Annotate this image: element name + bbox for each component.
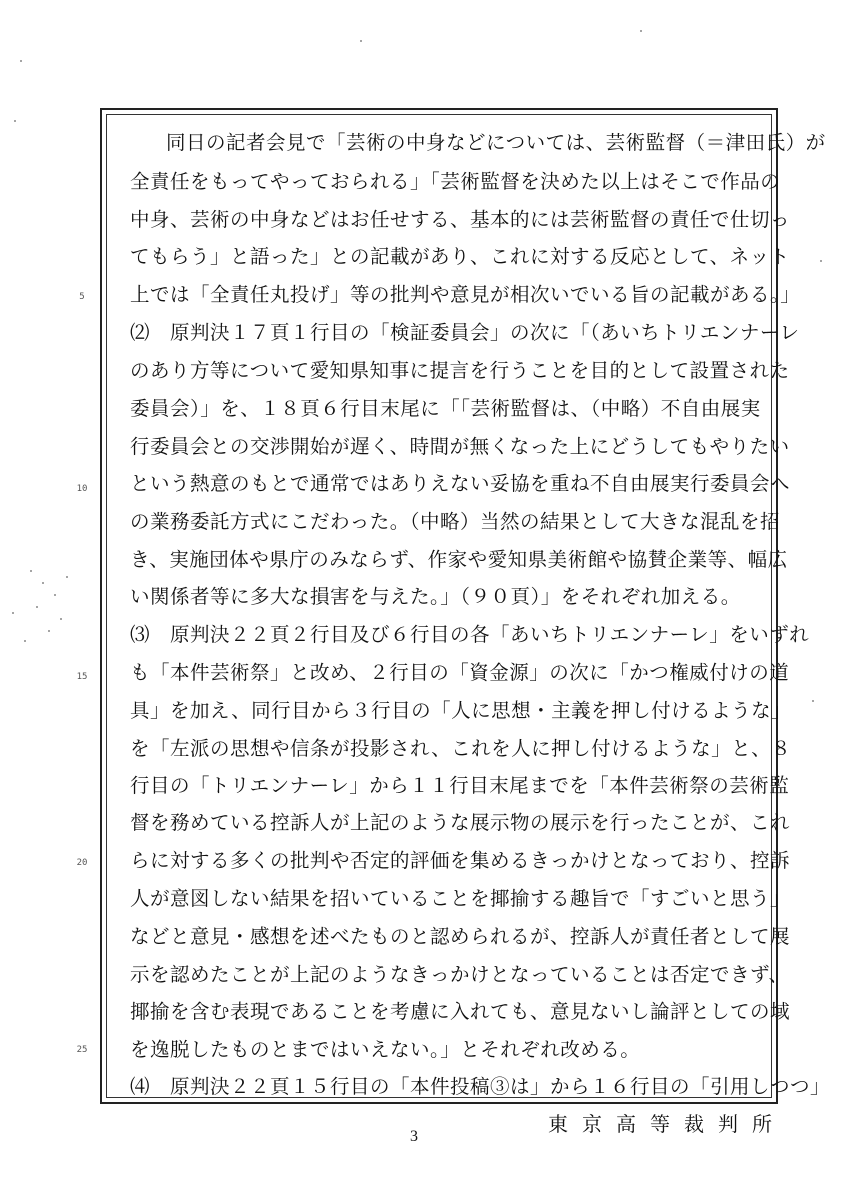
text-line: のあり方等について愛知県知事に提言を行うことを目的として設置された (130, 359, 790, 382)
speckle (30, 570, 32, 572)
text-line: 行委員会との交渉開始が遅く、時間が無くなった上にどうしてもやりたい (130, 435, 790, 458)
speckle (54, 594, 56, 596)
text-line: 上では「全責任丸投げ」等の批判や意見が相次いでいる旨の記載がある。」 (130, 283, 801, 306)
margin-line-number: 15 (76, 672, 88, 682)
text-line: ⑶ 原判決２２頁２行目及び６行目の各「あいちトリエンナーレ」をいずれ (130, 623, 810, 646)
text-line: の業務委託方式にこだわった。（中略）当然の結果として大きな混乱を招 (130, 510, 781, 533)
speckle (14, 120, 16, 122)
speckle (60, 618, 62, 620)
speckle (820, 260, 822, 262)
text-line: 全責任をもってやっておられる」「芸術監督を決めた以上はそこで作品の (130, 170, 781, 193)
text-line: 行目の「トリエンナーレ」から１１行目末尾までを「本件芸術祭の芸術監 (130, 774, 790, 797)
court-name: 東京高等裁判所 (548, 1112, 786, 1136)
speckle (360, 40, 362, 42)
speckle (36, 606, 38, 608)
text-line: という熱意のもとで通常ではありえない妥協を重ね不自由展実行委員会へ (130, 472, 791, 495)
speckle (20, 60, 22, 62)
margin-line-number: 10 (76, 484, 88, 494)
text-line: 示を認めたことが上記のようなきっかけとなっていることは否定できず、 (130, 963, 789, 986)
text-line: 中身、芸術の中身などはお任せする、基本的には芸術監督の責任で仕切っ (130, 208, 791, 231)
speckle (48, 630, 50, 632)
text-line: い関係者等に多大な損害を与えた。」（９０頁）」をそれぞれ加える。 (130, 585, 741, 608)
text-line: らに対する多くの批判や否定的評価を集めるきっかけとなっており、控訴 (130, 849, 791, 872)
text-line: 委員会）」を、１８頁６行目末尾に「「芸術監督は、（中略）不自由展実 (130, 397, 761, 420)
text-line: を「左派の思想や信条が投影され、これを人に押し付けるような」と、８ (130, 737, 792, 760)
speckle (42, 582, 44, 584)
text-line: などと意見・感想を述べたものと認められるが、控訴人が責任者として展 (130, 925, 791, 948)
page-number: 3 (410, 1128, 418, 1145)
speckle (24, 640, 26, 642)
margin-line-number: 20 (76, 858, 88, 868)
margin-line-number: 25 (76, 1045, 88, 1055)
text-line: てもらう」と語った」との記載があり、これに対する反応として、ネット (130, 245, 790, 268)
speckle (66, 576, 68, 578)
text-line: 揶揄を含む表現であることを考慮に入れても、意見ないし論評としての域 (130, 1000, 791, 1023)
text-line: ⑵ 原判決１７頁１行目の「検証委員会」の次に「（あいちトリエンナーレ (130, 321, 800, 344)
speckle (12, 612, 14, 614)
text-line: を逸脱したものとまではいえない。」とそれぞれ改める。 (130, 1038, 641, 1061)
text-line: き、実施団体や県庁のみならず、作家や愛知県美術館や協賛企業等、幅広 (130, 548, 788, 571)
speckle (640, 30, 642, 32)
text-line: ⑷ 原判決２２頁１５行目の「本件投稿③は」から１６行目の「引用しつつ」 (130, 1075, 831, 1098)
margin-line-number: 5 (79, 292, 85, 302)
text-line: 具」を加え、同行目から３行目の「人に思想・主義を押し付けるような」 (130, 699, 792, 722)
text-line: 同日の記者会見で「芸術の中身などについては、芸術監督（＝津田氏）が (166, 131, 826, 154)
text-line: も「本件芸術祭」と改め、２行目の「資金源」の次に「かつ権威付けの道 (130, 661, 790, 684)
text-line: 人が意図しない結果を招いていることを揶揄する趣旨で「すごいと思う」 (130, 887, 791, 910)
text-line: 督を務めている控訴人が上記のような展示物の展示を行ったことが、これ (130, 811, 791, 834)
speckle (812, 700, 814, 702)
